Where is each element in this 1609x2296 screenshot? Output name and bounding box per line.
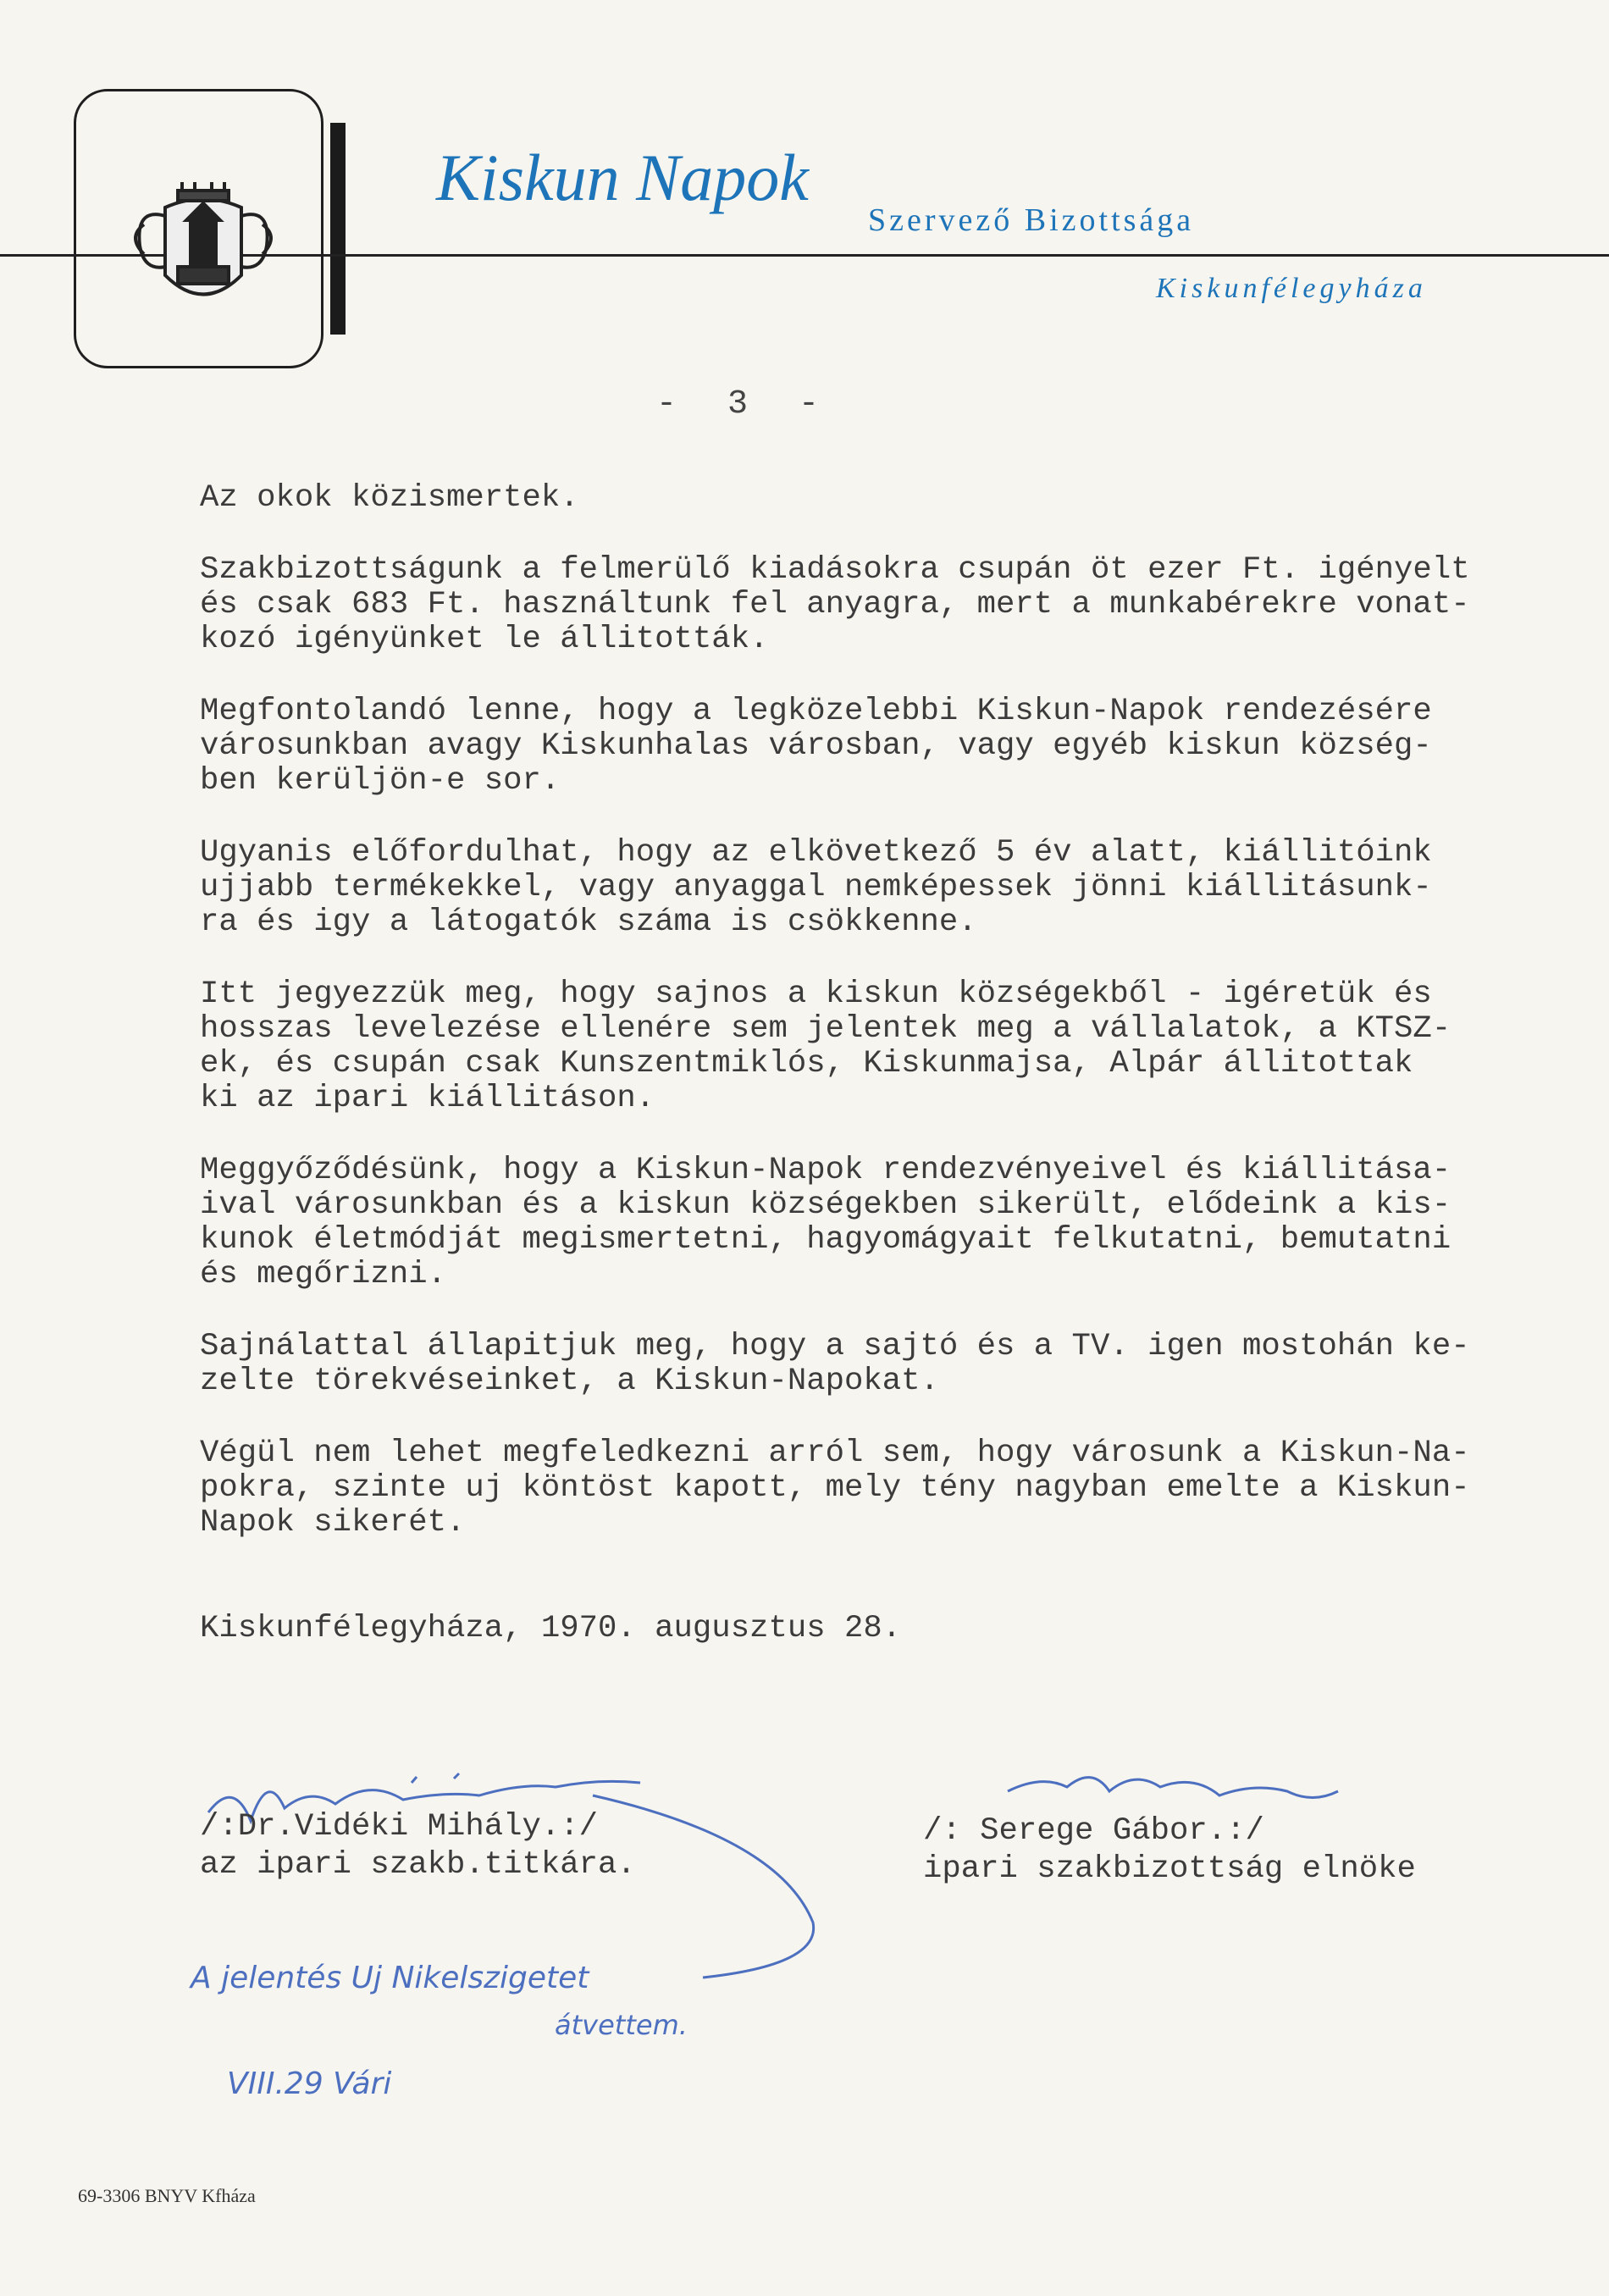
signatory-name-left: /:Dr.Vidéki Mihály.:/ [200,1809,599,1845]
handwritten-date-initial: VIII.29 Vári [227,2066,392,2101]
org-subtitle: Szervező Bizottsága [868,202,1195,238]
text-line: ben kerüljön-e sor. [200,763,561,799]
paragraph [200,1436,1563,1541]
text-line: pokra, szinte uj köntöst kapott, mely tény nagyban emelte a Kiskun- [200,1470,1470,1506]
org-name: Kiskun Napok [436,141,809,214]
paragraph [200,1154,1563,1292]
text-line: kunok életmódját megismertetni, hagyomágyait felkutatni, bemutatni [200,1222,1451,1258]
printer-imprint: 69-3306 BNYV Kfháza [78,2185,256,2206]
text-line: Szakbizottságunk a felmerülő kiadásokra csupán öt ezer Ft. igényelt [200,552,1470,588]
text-line: ek, és csupán csak Kunszentmiklós, Kiskunmajsa, Alpár állitottak [200,1046,1413,1082]
text-line: és megőrizni. [200,1257,446,1292]
handwritten-note-line2: átvettem. [555,2009,688,2041]
signatory-name-right: /: Serege Gábor.:/ [923,1813,1264,1849]
signature-block-left [200,1808,636,1884]
text-line: Itt jegyezzük meg, hogy sajnos a kiskun községekből - igéretük és [200,976,1432,1012]
text-line: Napok sikerét. [200,1505,466,1541]
paragraph [200,977,1563,1116]
text-line: zelte törekvéseinket, a Kiskun-Napokat. [200,1364,939,1399]
text-line: Ugyanis előfordulhat, hogy az elkövetkező 5 év alatt, kiállitóink [200,835,1432,871]
paragraph [200,481,1563,516]
signature-block-right [923,1812,1416,1889]
signatory-title-right: ipari szakbizottság elnöke [923,1851,1416,1887]
text-line: Sajnálattal állapitjuk meg, hogy a sajtó és a TV. igen mostohán ke- [200,1329,1470,1364]
dateline: Kiskunfélegyháza, 1970. augusztus 28. [200,1611,902,1646]
text-line: és csak 683 Ft. használtunk fel anyagra, mert a munkabérekre vonat- [200,587,1470,622]
paragraph [200,553,1563,657]
text-line: Végül nem lehet megfeledkezni arról sem, hogy városunk a Kiskun-Na- [200,1436,1470,1471]
signatory-title-left: az ipari szakb.titkára. [200,1847,636,1883]
page-number: - 3 - [656,385,835,423]
paragraph [200,1330,1563,1399]
text-line: kozó igényünket le állitották. [200,622,769,657]
text-line: Megfontolandó lenne, hogy a legközelebbi Kiskun-Napok rendezésére [200,694,1432,729]
text-line: ra és igy a látogatók száma is csökkenne. [200,905,977,940]
paragraph [200,694,1563,799]
text-line: ival városunkban és a kiskun községekben sikerült, elődeink a kis- [200,1187,1451,1223]
text-line: ki az ipari kiállitáson. [200,1081,655,1116]
town-coat-of-arms-icon [119,174,288,318]
text-line: Az okok közismertek. [200,480,579,516]
paragraph [200,836,1563,940]
handwritten-note-line1: A jelentés Uj Nikelszigetet [191,1961,589,1995]
letterhead-bar [330,123,346,335]
letter-body [200,481,1563,1578]
text-line: városunkban avagy Kiskunhalas városban, vagy egyéb kiskun község- [200,728,1432,764]
org-city: Kiskunfélegyháza [1156,273,1427,304]
text-line: hosszas levelezése ellenére sem jelentek meg a vállalatok, a KTSZ- [200,1011,1451,1047]
text-line: ujjabb termékekkel, vagy anyaggal nemképessek jönni kiállitásunk- [200,870,1432,905]
text-line: Meggyőződésünk, hogy a Kiskun-Napok rendezvényeivel és kiállitása- [200,1153,1451,1188]
